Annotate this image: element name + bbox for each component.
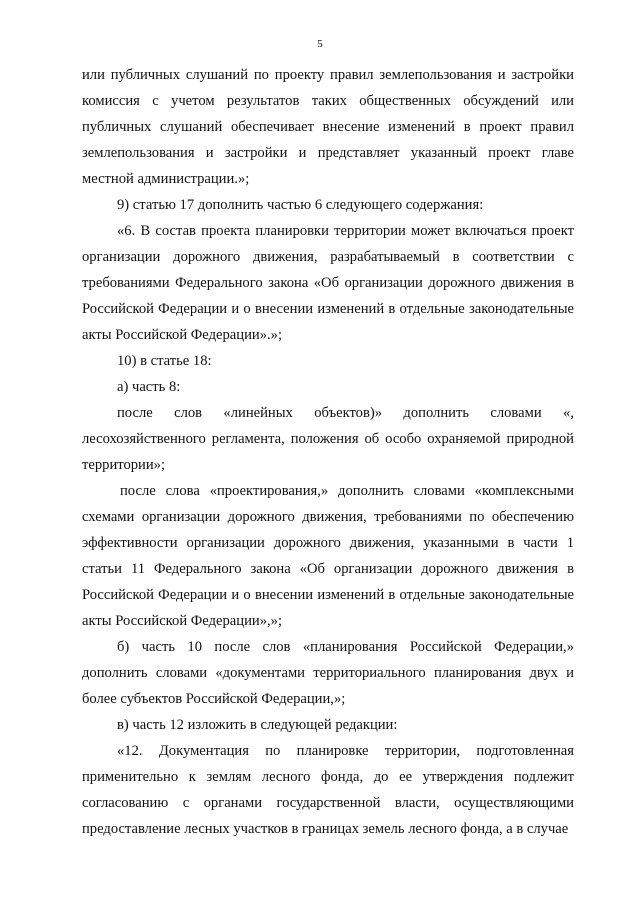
paragraph: или публичных слушаний по проекту правил землепользования и застройки комиссия с учетом результатов таких общественных обсуждений или публичных слушаний обеспечивает внесение изменений в проект правил землепользования и застройки и представляет указанный проект главе местной администрации.»;: [82, 67, 574, 187]
paragraph: 10) в статье 18:: [117, 353, 212, 369]
paragraph: «6. В состав проекта планировки территории может включаться проект организации дорожного движения, разрабатываемый в соответствии с требованиями Федерального закона «Об организации дорожного движения в Российской Федерации и о внесении изменений в отдельные законодательные акты Российской Федерации».»;: [82, 223, 574, 343]
paragraph: в) часть 12 изложить в следующей редакции:: [117, 717, 398, 733]
document-body: [82, 62, 574, 842]
page-number: 5: [317, 38, 323, 50]
paragraph: б) часть 10 после слов «планирования Российской Федерации,» дополнить словами «документами территориального планирования двух и более субъектов Российской Федерации,»;: [82, 639, 574, 707]
paragraph: «12. Документация по планировке территории, подготовленная применительно к землям лесного фонда, до ее утверждения подлежит согласованию с органами государственной власти, осуществляющими предоставление лесных участков в границах земель лесного фонда, а в случае: [82, 743, 574, 837]
paragraph: 9) статью 17 дополнить частью 6 следующего содержания:: [117, 197, 484, 213]
paragraph: после слов «линейных объектов)» дополнить словами «, лесохозяйственного регламента, положения об особо охраняемой природной территории»;: [82, 405, 574, 473]
paragraph: после слова «проектирования,» дополнить словами «комплексными схемами организации дорожного движения, требованиями по обеспечению эффективности организации дорожного движения, указанными в части 1 статьи 11 Федерального закона «Об организации дорожного движения в Российской Федерации и о внесении изменений в отдельные законодательные акты Российской Федерации»,»;: [82, 483, 574, 629]
paragraph: а) часть 8:: [117, 379, 181, 395]
